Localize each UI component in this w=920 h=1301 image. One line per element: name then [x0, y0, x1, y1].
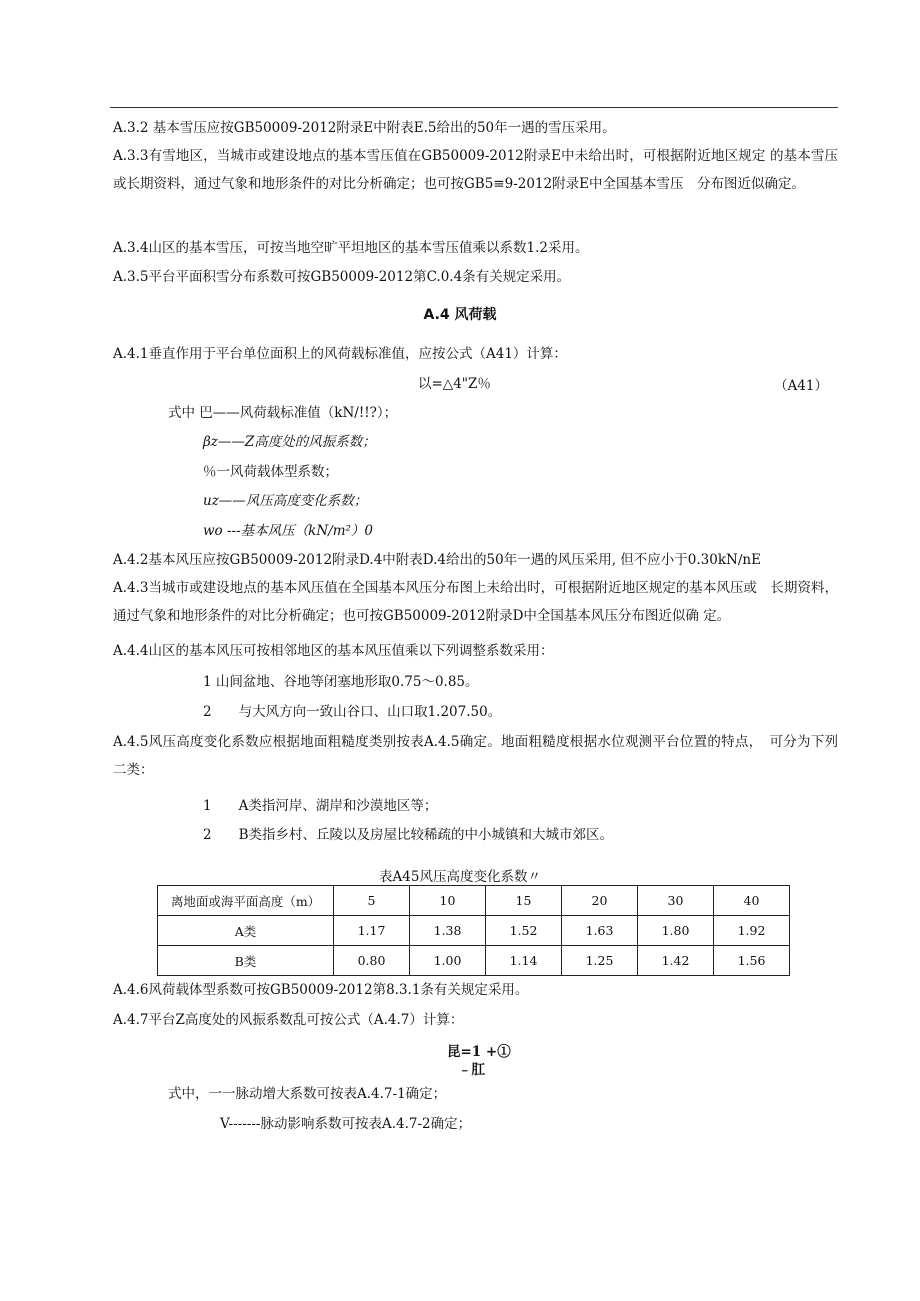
table-cell: 20 — [562, 886, 638, 916]
para-a44-item-1: 1 山间盆地、谷地等闭塞地形取0.75～0.85。 — [203, 674, 479, 690]
table-cell: 1.52 — [486, 916, 562, 946]
para-a42: A.4.2基本风压应按GB50009-2012附录D.4中附表D.4给出的50年一遇的风压采用, 但不应小于0.30kN∕nE — [113, 552, 761, 568]
formula-a47-bottom: ﹣肛 — [458, 1062, 485, 1078]
para-a44: A.4.4山区的基本风压可按相邻地区的基本风压值乘以下列调整系数采用： — [113, 643, 554, 659]
para-a43: A.4.3当城市或建设地点的基本风压值在全国基本风压分布图上未给出时，可根据附近地区规定的基本风压或 长期资料，通过气象和地形条件的对比分析确定；也可按GB50009-2012附录D中全国基本风压分布图近似确 定。 — [113, 580, 838, 624]
para-a33: A.3.3有雪地区，当城市或建设地点的基本雪压值在GB50009-2012附录E中未给出时，可根据附近地区规定 的基本雪压或长期资料，通过气象和地形条件的对比分析确定；也可按GB5≡9-2012附录E中全国基本雪压 分布图近似确定。 — [113, 148, 838, 192]
table-header-row — [158, 886, 790, 916]
para-a34: A.3.4山区的基本雪压，可按当地空旷平坦地区的基本雪压值乘以系数1.2采用。 — [113, 240, 589, 256]
table-cell: 1.80 — [638, 916, 714, 946]
where-line-4: uz——风压高度变化系数； — [203, 493, 368, 509]
table-caption: 表A45风压高度变化系数〃 — [379, 869, 541, 885]
table-header-label: 离地面或海平面高度（m） — [158, 886, 334, 916]
para-a47: A.4.7平台Z高度处的风振系数乱可按公式（A.4.7）计算： — [113, 1012, 464, 1028]
formula-a47-top: 昆=1 +① — [447, 1044, 511, 1060]
table-cell: 1.92 — [714, 916, 790, 946]
table-cell: 30 — [638, 886, 714, 916]
table-cell: 1.63 — [562, 916, 638, 946]
table-cell: 1.00 — [410, 946, 486, 976]
section-title: A.4 风荷载 — [423, 307, 497, 323]
table-cell: 1.42 — [638, 946, 714, 976]
para-a45: A.4.5风压高度变化系数应根据地面粗糙度类别按表A.4.5确定。地面粗糙度根据水位观测平台位置的特点， 可分为下列二类： — [113, 734, 838, 778]
para-a32: A.3.2 基本雪压应按GB50009-2012附录E中附表E.5给出的50年一遇的雪压采用。 — [113, 120, 616, 136]
para-a45-item-2: 2 B类指乡村、丘陵以及房屋比较稀疏的中小城镇和大城市郊区。 — [203, 827, 614, 843]
para-a41: A.4.1垂直作用于平台单位面积上的风荷载标准值，应按公式（A41）计算： — [113, 346, 567, 362]
where-line-5: wo ---基本风压（kN∕m²）0 — [203, 523, 374, 539]
table-cell: 0.80 — [334, 946, 410, 976]
wind-pressure-table — [157, 885, 790, 976]
table-cell: 1.17 — [334, 916, 410, 946]
table-cell: 1.14 — [486, 946, 562, 976]
table-cell: 10 — [410, 886, 486, 916]
table-row-label: A类 — [158, 916, 334, 946]
para-a45-item-1: 1 A类指河岸、湖岸和沙漠地区等； — [203, 798, 438, 814]
table-cell: 40 — [714, 886, 790, 916]
header-rule — [110, 107, 838, 108]
formula-a41: 以=△4"Z％ — [418, 376, 491, 392]
table-row-label: B类 — [158, 946, 334, 976]
table-cell: 1.38 — [410, 916, 486, 946]
para-a44-item-2: 2 与大风方向一致山谷口、山口取1.207.50。 — [203, 704, 502, 720]
table-row — [158, 946, 790, 976]
table-row — [158, 916, 790, 946]
where-line-3: ％一风荷载体型系数； — [203, 464, 338, 480]
where-b-line-2: V-------脉动影响系数可按表A.4.7-2确定； — [220, 1116, 472, 1132]
table-cell: 1.56 — [714, 946, 790, 976]
para-a35: A.3.5平台平面积雪分布系数可按GB50009-2012第C.0.4条有关规定采用。 — [113, 269, 571, 285]
table-cell: 1.25 — [562, 946, 638, 976]
table-cell: 15 — [486, 886, 562, 916]
where-line-1: 式中 巴——风荷载标准值（kN/!!?）； — [168, 405, 398, 421]
formula-a41-number: （A41） — [774, 378, 828, 394]
para-a46: A.4.6风荷载体型系数可按GB50009-2012第8.3.1条有关规定采用。 — [113, 982, 529, 998]
where-b-line-1: 式中，一一脉动增大系数可按表A.4.7-1确定； — [168, 1086, 447, 1102]
table-cell: 5 — [334, 886, 410, 916]
where-line-2: βz——Z高度处的风振系数； — [203, 434, 376, 450]
